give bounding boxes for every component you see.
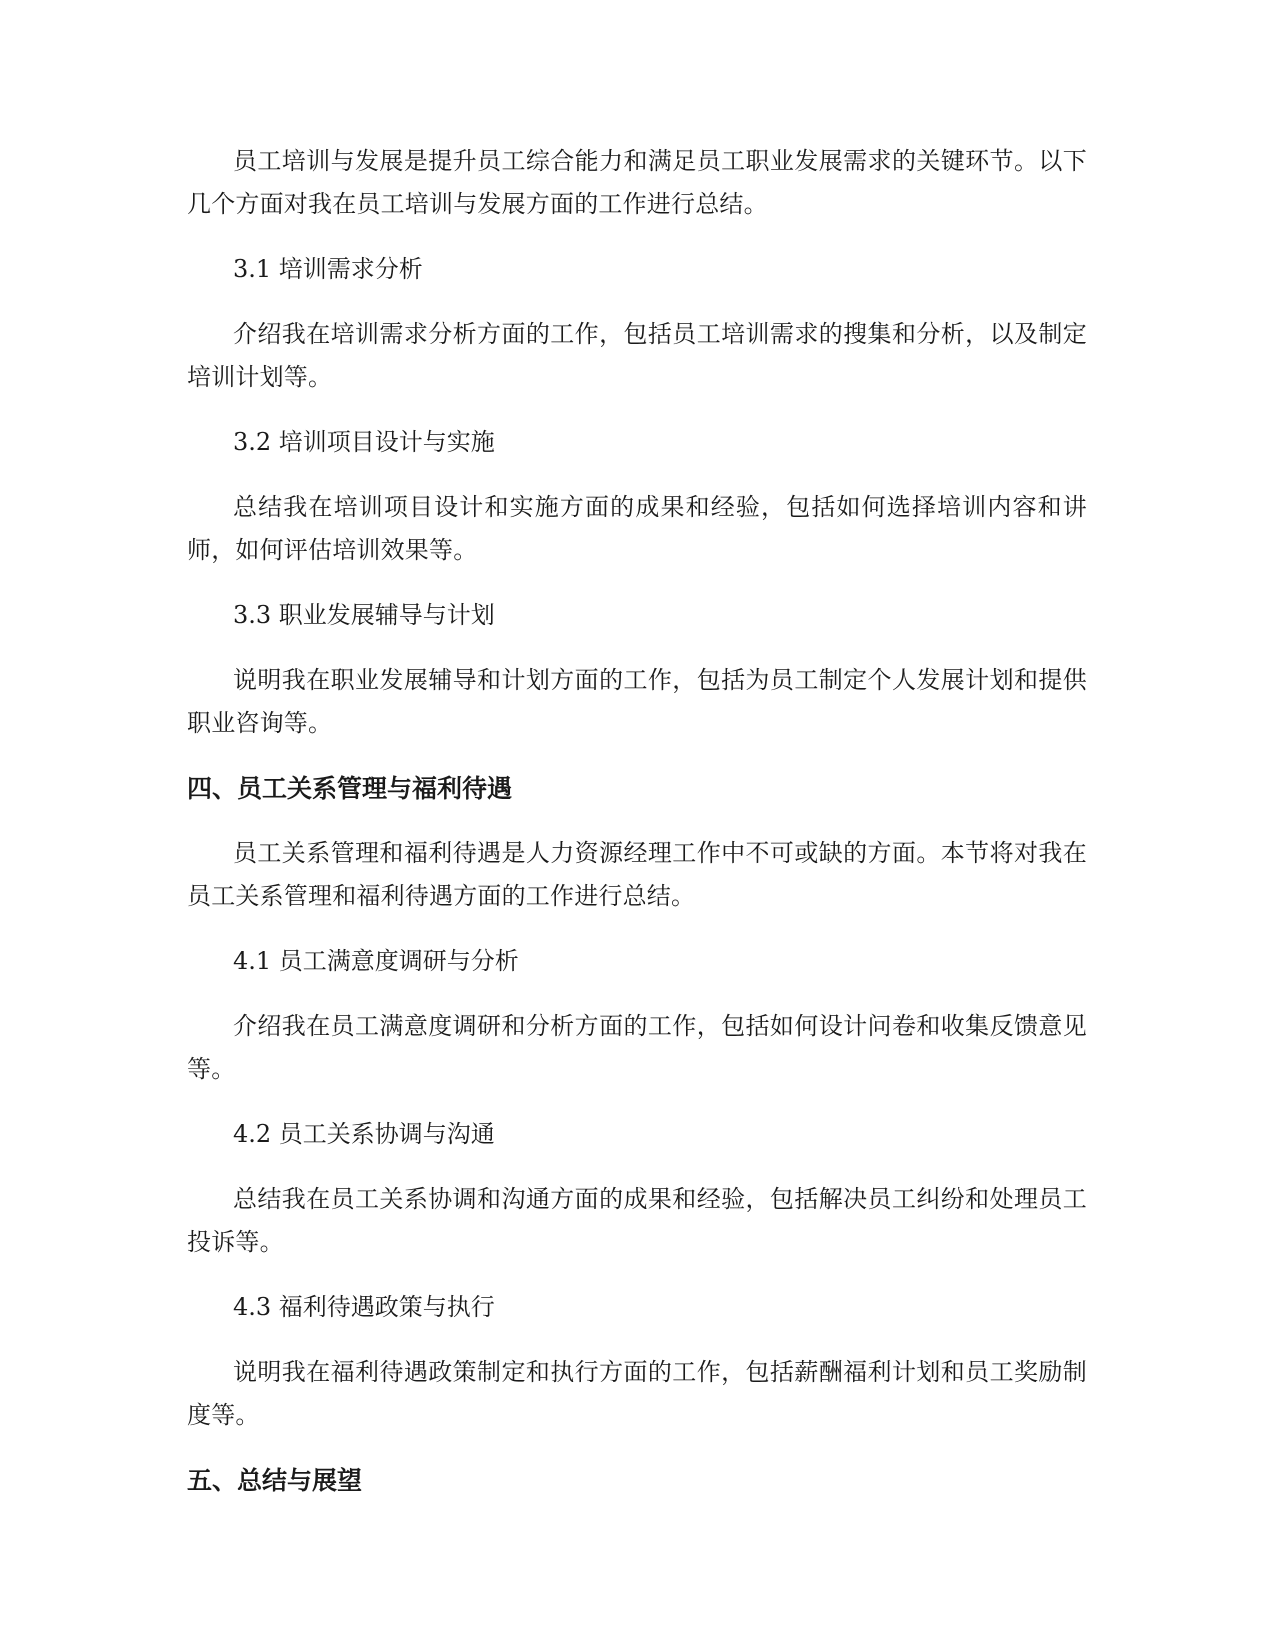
document-page	[187, 140, 1087, 1524]
paragraph-training-intro: 员工培训与发展是提升员工综合能力和满足员工职业发展需求的关键环节。以下几个方面对我在员工培训与发展方面的工作进行总结。	[187, 147, 1087, 218]
subheading-3-3: 3.3 职业发展辅导与计划	[233, 601, 495, 629]
paragraph-relations-intro: 员工关系管理和福利待遇是人力资源经理工作中不可或缺的方面。本节将对我在员工关系管理和福利待遇方面的工作进行总结。	[187, 839, 1087, 910]
paragraph-4-2: 总结我在员工关系协调和沟通方面的成果和经验，包括解决员工纠纷和处理员工投诉等。	[187, 1185, 1087, 1256]
subheading-3-1: 3.1 培训需求分析	[233, 255, 423, 283]
subheading-4-1: 4.1 员工满意度调研与分析	[233, 947, 519, 975]
paragraph-3-2: 总结我在培训项目设计和实施方面的成果和经验，包括如何选择培训内容和讲师，如何评估培训效果等。	[187, 493, 1087, 564]
subheading-4-3: 4.3 福利待遇政策与执行	[233, 1293, 495, 1321]
subheading-3-2: 3.2 培训项目设计与实施	[233, 428, 495, 456]
section-heading-5: 五、总结与展望	[187, 1466, 363, 1495]
paragraph-4-1: 介绍我在员工满意度调研和分析方面的工作，包括如何设计问卷和收集反馈意见等。	[187, 1012, 1087, 1083]
paragraph-3-3: 说明我在职业发展辅导和计划方面的工作，包括为员工制定个人发展计划和提供职业咨询等。	[187, 666, 1087, 737]
subheading-4-2: 4.2 员工关系协调与沟通	[233, 1120, 495, 1148]
paragraph-4-3: 说明我在福利待遇政策制定和执行方面的工作，包括薪酬福利计划和员工奖励制度等。	[187, 1358, 1087, 1429]
section-heading-4: 四、员工关系管理与福利待遇	[187, 774, 513, 803]
paragraph-3-1: 介绍我在培训需求分析方面的工作，包括员工培训需求的搜集和分析，以及制定培训计划等。	[187, 320, 1087, 391]
